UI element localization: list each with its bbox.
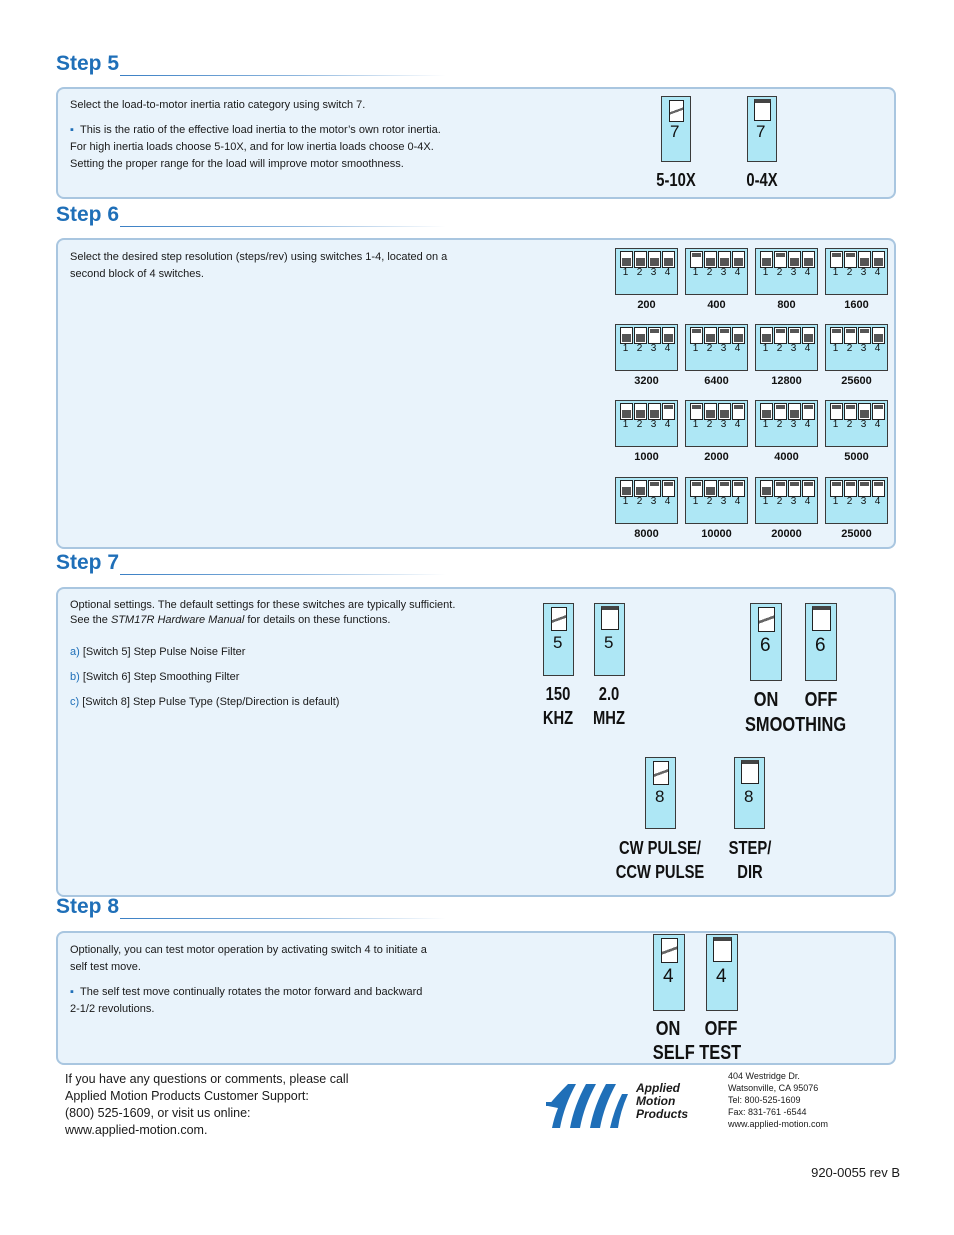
- dip-position-numbers: [686, 267, 747, 278]
- dip-lever-icon: [872, 403, 885, 420]
- dip-position-number: 1: [762, 343, 769, 354]
- label-line2: MHZ: [593, 708, 625, 728]
- dip-position-number: 3: [650, 343, 657, 354]
- label-smoothing-on: ON: [753, 689, 779, 711]
- dip-lever-icon: [774, 251, 787, 268]
- switch-8-step-dir: [734, 757, 765, 829]
- resolution-label: 10000: [701, 528, 732, 540]
- dip-position-numbers: [826, 496, 887, 507]
- dip-lever-icon: [704, 251, 717, 268]
- dip-switch-block: [755, 324, 818, 371]
- dip-position-number: 3: [860, 419, 867, 430]
- resolution-label: 8000: [634, 528, 659, 540]
- resolution-label: 25600: [841, 375, 872, 387]
- label-line1: STEP/: [728, 838, 772, 858]
- dip-lever-icon: [788, 403, 801, 420]
- label-smoothing-off: OFF: [804, 689, 838, 711]
- dip-position-numbers: [686, 419, 747, 430]
- dip-position-number: 2: [706, 419, 713, 430]
- dip-position-number: 3: [720, 343, 727, 354]
- step6-line2: second block of 4 switches.: [70, 268, 204, 280]
- dip-lever-icon: [788, 480, 801, 497]
- switch-number: 8: [655, 787, 665, 806]
- step8-text: [70, 942, 540, 1018]
- dip-position-number: 3: [650, 419, 657, 430]
- dip-position-number: 1: [622, 267, 629, 278]
- dip-position-numbers: [756, 267, 817, 278]
- logo-line: Products: [636, 1107, 689, 1121]
- dip-lever-icon: [802, 251, 815, 268]
- lever-icon: [812, 606, 831, 631]
- dip-lever-icon: [760, 327, 773, 344]
- dip-lever-icon: [788, 251, 801, 268]
- dip-lever-icon: [718, 403, 731, 420]
- step7-line1: Optional settings. The default settings for these switches are typically sufficient.: [70, 599, 456, 611]
- dip-position-number: 4: [874, 496, 881, 507]
- label-step-dir: [722, 836, 778, 884]
- dip-lever-icon: [802, 327, 815, 344]
- dip-lever-icon: [858, 480, 871, 497]
- dip-position-number: 1: [832, 496, 839, 507]
- resolution-label: 2000: [704, 451, 729, 463]
- resolution-label: 800: [777, 299, 796, 311]
- step5-title: Step 5: [56, 52, 120, 75]
- step8-line2: self test move.: [70, 961, 141, 973]
- dip-position-numbers: [756, 496, 817, 507]
- dip-position-number: 3: [860, 496, 867, 507]
- item-a-marker: a): [70, 646, 80, 658]
- dip-switch-block: [755, 248, 818, 295]
- logo-line: Motion: [636, 1094, 676, 1108]
- dip-position-number: 4: [734, 343, 741, 354]
- dip-lever-icon: [690, 480, 703, 497]
- dip-position-number: 4: [874, 343, 881, 354]
- dip-position-number: 3: [790, 419, 797, 430]
- resolution-label: 20000: [771, 528, 802, 540]
- dip-switch-block: [685, 248, 748, 295]
- dip-position-number: 2: [776, 496, 783, 507]
- dip-lever-icon: [760, 251, 773, 268]
- dip-position-numbers: [756, 343, 817, 354]
- dip-position-number: 3: [650, 267, 657, 278]
- dip-lever-icon: [648, 327, 661, 344]
- dip-lever-icon: [774, 327, 787, 344]
- dip-lever-icon: [732, 403, 745, 420]
- contact-line: Applied Motion Products Customer Support:: [65, 1089, 309, 1103]
- dip-position-number: 2: [706, 267, 713, 278]
- dip-lever-icon: [648, 403, 661, 420]
- label-selftest-off: OFF: [704, 1018, 738, 1040]
- dip-lever-icon: [634, 327, 647, 344]
- lever-icon: [741, 760, 759, 784]
- resolution-label: 1000: [634, 451, 659, 463]
- dip-position-number: 2: [776, 267, 783, 278]
- dip-position-number: 2: [706, 496, 713, 507]
- dip-lever-icon: [718, 480, 731, 497]
- switch-number: 5: [604, 633, 614, 652]
- dip-switch-block: [615, 324, 678, 371]
- dip-lever-icon: [690, 403, 703, 420]
- lever-icon: [669, 100, 684, 122]
- item-a-text: [Switch 5] Step Pulse Noise Filter: [82, 646, 246, 658]
- dip-lever-icon: [732, 480, 745, 497]
- switch-number: 7: [670, 122, 680, 141]
- label-line2: KHZ: [542, 708, 574, 728]
- dip-lever-icon: [844, 251, 857, 268]
- dip-position-number: 2: [636, 343, 643, 354]
- dip-lever-icon: [788, 327, 801, 344]
- dip-lever-icon: [648, 480, 661, 497]
- switch-8-cw-pulse: [645, 757, 676, 829]
- lever-icon: [601, 606, 619, 630]
- step8-bullet-text: The self test move continually rotates the motor forward and backward: [80, 986, 423, 998]
- dip-lever-icon: [690, 327, 703, 344]
- dip-position-number: 1: [762, 496, 769, 507]
- dip-lever-icon: [844, 327, 857, 344]
- label-5-10x: 5-10X: [656, 170, 696, 190]
- dip-position-numbers: [686, 343, 747, 354]
- dip-position-number: 1: [832, 267, 839, 278]
- dip-position-number: 1: [832, 419, 839, 430]
- applied-motion-logo: [546, 1076, 706, 1134]
- dip-position-number: 1: [622, 496, 629, 507]
- logo-mark-icon: [546, 1076, 636, 1134]
- dip-position-number: 2: [846, 343, 853, 354]
- dip-position-number: 4: [664, 343, 671, 354]
- dip-position-number: 1: [762, 419, 769, 430]
- resolution-label: 400: [707, 299, 726, 311]
- dip-lever-icon: [620, 251, 633, 268]
- dip-position-number: 3: [720, 267, 727, 278]
- lever-icon: [653, 761, 669, 785]
- dip-switch-block: [685, 477, 748, 524]
- label-line2: CCW PULSE: [615, 862, 705, 882]
- dip-position-number: 1: [622, 343, 629, 354]
- dip-switch-block: [825, 400, 888, 447]
- dip-lever-icon: [830, 327, 843, 344]
- dip-position-numbers: [826, 419, 887, 430]
- bullet-icon: ▪: [70, 124, 74, 136]
- dip-position-number: 4: [804, 267, 811, 278]
- step5-rule: [120, 75, 446, 76]
- dip-lever-icon: [872, 251, 885, 268]
- address-line: Tel: 800-525-1609: [728, 1095, 801, 1105]
- dip-position-numbers: [616, 419, 677, 430]
- address-line: 404 Westridge Dr.: [728, 1071, 800, 1081]
- dip-position-number: 3: [790, 267, 797, 278]
- switch-7-5-10x: [661, 96, 691, 162]
- dip-lever-icon: [858, 251, 871, 268]
- step8-panel: [56, 931, 896, 1065]
- step5-line1: Select the load-to-motor inertia ratio category using switch 7.: [70, 99, 366, 111]
- dip-lever-icon: [872, 480, 885, 497]
- resolution-label: 5000: [844, 451, 869, 463]
- address-line: www.applied-motion.com: [728, 1119, 829, 1129]
- dip-lever-icon: [662, 403, 675, 420]
- dip-position-numbers: [616, 267, 677, 278]
- dip-position-number: 4: [734, 496, 741, 507]
- dip-switch-block: [825, 324, 888, 371]
- step8-rule: [120, 918, 446, 919]
- lever-icon: [758, 607, 775, 632]
- dip-lever-icon: [760, 403, 773, 420]
- dip-switch-block: [755, 400, 818, 447]
- step5-line4: Setting the proper range for the load will improve motor smoothness.: [70, 158, 404, 170]
- dip-lever-icon: [634, 480, 647, 497]
- dip-position-numbers: [616, 496, 677, 507]
- dip-lever-icon: [830, 251, 843, 268]
- dip-lever-icon: [830, 403, 843, 420]
- dip-lever-icon: [634, 403, 647, 420]
- dip-position-number: 1: [762, 267, 769, 278]
- step8-line4: 2-1/2 revolutions.: [70, 1003, 155, 1015]
- dip-position-number: 2: [776, 343, 783, 354]
- dip-lever-icon: [718, 251, 731, 268]
- switch-number: 6: [815, 635, 826, 656]
- dip-position-number: 2: [846, 419, 853, 430]
- item-c-marker: c): [70, 696, 80, 708]
- bullet-icon: ▪: [70, 986, 74, 998]
- dip-lever-icon: [858, 327, 871, 344]
- dip-position-number: 3: [860, 267, 867, 278]
- dip-position-number: 1: [692, 267, 699, 278]
- address-line: Fax: 831-761 -6544: [728, 1107, 807, 1117]
- dip-lever-icon: [648, 251, 661, 268]
- step8-title: Step 8: [56, 895, 120, 918]
- dip-position-number: 2: [636, 267, 643, 278]
- dip-lever-icon: [662, 480, 675, 497]
- switch-6-on: [750, 603, 782, 681]
- step6-heading: [56, 205, 446, 229]
- dip-position-number: 4: [734, 419, 741, 430]
- label-2mhz: [584, 682, 633, 730]
- step7-rule: [120, 574, 446, 575]
- resolution-label: 200: [637, 299, 656, 311]
- dip-position-number: 4: [664, 496, 671, 507]
- resolution-label: 25000: [841, 528, 872, 540]
- step7-heading: [56, 553, 446, 577]
- label-0-4x: 0-4X: [746, 170, 778, 190]
- dip-position-number: 1: [692, 419, 699, 430]
- step6-line1: Select the desired step resolution (steps/rev) using switches 1-4, located on a: [70, 251, 448, 263]
- dip-position-number: 3: [860, 343, 867, 354]
- switch-number: 7: [756, 122, 766, 141]
- resolution-label: 4000: [774, 451, 799, 463]
- dip-position-number: 3: [650, 496, 657, 507]
- step8-line1: Optionally, you can test motor operation by activating switch 4 to initiate a: [70, 944, 427, 956]
- dip-lever-icon: [872, 327, 885, 344]
- item-c-text: [Switch 8] Step Pulse Type (Step/Direction is default): [82, 696, 340, 708]
- step7-line2-post: for details on these functions.: [244, 614, 391, 626]
- dip-switch-block: [755, 477, 818, 524]
- label-selftest-on: ON: [655, 1018, 681, 1040]
- dip-position-number: 3: [720, 419, 727, 430]
- item-b-text: [Switch 6] Step Smoothing Filter: [82, 671, 240, 683]
- dip-position-number: 2: [636, 496, 643, 507]
- dip-position-number: 4: [804, 419, 811, 430]
- item-b-marker: b): [70, 671, 80, 683]
- lever-icon: [661, 938, 678, 963]
- switch-number: 5: [553, 633, 563, 652]
- step7-line2-pre: See the: [70, 614, 111, 626]
- resolution-label: 3200: [634, 375, 659, 387]
- label-line2: DIR: [737, 862, 763, 882]
- dip-position-number: 4: [664, 419, 671, 430]
- lever-icon: [551, 607, 567, 631]
- dip-position-number: 2: [846, 496, 853, 507]
- switch-number: 4: [663, 966, 674, 987]
- dip-position-number: 4: [874, 267, 881, 278]
- label-line1: 2.0: [598, 684, 620, 704]
- lever-icon: [713, 937, 732, 962]
- step5-bullet-text: This is the ratio of the effective load inertia to the motor’s own rotor inertia.: [80, 124, 441, 136]
- dip-switch-block: [685, 400, 748, 447]
- dip-position-number: 3: [720, 496, 727, 507]
- dip-position-number: 3: [790, 496, 797, 507]
- dip-lever-icon: [718, 327, 731, 344]
- step8-heading: [56, 897, 446, 921]
- dip-position-number: 4: [734, 267, 741, 278]
- dip-lever-icon: [830, 480, 843, 497]
- contact-line: If you have any questions or comments, please call: [65, 1072, 349, 1086]
- dip-switch-block: [825, 477, 888, 524]
- dip-switch-block: [615, 248, 678, 295]
- dip-lever-icon: [774, 403, 787, 420]
- dip-lever-icon: [620, 327, 633, 344]
- dip-position-number: 2: [776, 419, 783, 430]
- dip-lever-icon: [690, 251, 703, 268]
- dip-position-number: 2: [636, 419, 643, 430]
- dip-lever-icon: [634, 251, 647, 268]
- logo-wordmark: [636, 1082, 688, 1121]
- switch-4-on: [653, 934, 685, 1011]
- dip-position-number: 2: [846, 267, 853, 278]
- dip-position-number: 4: [804, 496, 811, 507]
- resolution-label: 6400: [704, 375, 729, 387]
- switch-number: 8: [744, 787, 754, 806]
- dip-lever-icon: [620, 480, 633, 497]
- dip-lever-icon: [760, 480, 773, 497]
- switch-4-off: [706, 934, 738, 1011]
- logo-line: Applied: [636, 1081, 680, 1095]
- dip-position-number: 4: [664, 267, 671, 278]
- dip-lever-icon: [844, 403, 857, 420]
- company-address: [728, 1070, 878, 1130]
- dip-switch-block: [615, 477, 678, 524]
- contact-line: (800) 525-1609, or visit us online:: [65, 1106, 251, 1120]
- smoothing-caption: SMOOTHING: [744, 714, 847, 736]
- dip-position-numbers: [686, 496, 747, 507]
- label-line1: 150: [545, 684, 571, 704]
- step7-text: [70, 598, 540, 710]
- dip-position-number: 4: [804, 343, 811, 354]
- switch-7-0-4x: [747, 96, 777, 162]
- step7-title: Step 7: [56, 551, 120, 574]
- dip-switch-block: [825, 248, 888, 295]
- dip-lever-icon: [844, 480, 857, 497]
- resolution-label: 1600: [844, 299, 869, 311]
- switch-number: 6: [760, 635, 771, 656]
- dip-position-numbers: [616, 343, 677, 354]
- step6-text: [70, 249, 540, 283]
- dip-switch-block: [615, 400, 678, 447]
- dip-position-number: 1: [622, 419, 629, 430]
- lever-icon: [754, 99, 771, 121]
- dip-lever-icon: [620, 403, 633, 420]
- dip-position-numbers: [756, 419, 817, 430]
- dip-lever-icon: [662, 327, 675, 344]
- step5-line3: For high inertia loads choose 5-10X, and for low inertia loads choose 0-4X.: [70, 141, 434, 153]
- dip-lever-icon: [774, 480, 787, 497]
- step5-heading: [56, 54, 446, 78]
- switch-number: 4: [716, 966, 727, 987]
- contact-text: [65, 1071, 395, 1139]
- contact-line: www.applied-motion.com.: [65, 1123, 208, 1137]
- dip-lever-icon: [732, 327, 745, 344]
- switch-5-2mhz: [594, 603, 625, 676]
- switch-6-off: [805, 603, 837, 681]
- dip-lever-icon: [704, 480, 717, 497]
- dip-lever-icon: [802, 403, 815, 420]
- address-line: Watsonville, CA 95076: [728, 1083, 819, 1093]
- dip-position-number: 4: [874, 419, 881, 430]
- resolution-label: 12800: [771, 375, 802, 387]
- dip-lever-icon: [802, 480, 815, 497]
- dip-lever-icon: [704, 403, 717, 420]
- dip-switch-block: [685, 324, 748, 371]
- dip-position-number: 1: [832, 343, 839, 354]
- step6-rule: [120, 226, 446, 227]
- label-150khz: [533, 682, 582, 730]
- selftest-caption: SELF TEST: [652, 1042, 742, 1064]
- dip-lever-icon: [858, 403, 871, 420]
- dip-lever-icon: [732, 251, 745, 268]
- doc-number: 920-0055 rev B: [811, 1165, 900, 1180]
- dip-position-number: 1: [692, 496, 699, 507]
- dip-position-numbers: [826, 343, 887, 354]
- switch-5-150khz: [543, 603, 574, 676]
- dip-lever-icon: [662, 251, 675, 268]
- label-line1: CW PULSE/: [618, 838, 701, 858]
- dip-position-numbers: [826, 267, 887, 278]
- dip-position-number: 2: [706, 343, 713, 354]
- manual-title: STM17R Hardware Manual: [110, 614, 245, 626]
- dip-position-number: 3: [790, 343, 797, 354]
- dip-lever-icon: [704, 327, 717, 344]
- step5-text: [70, 97, 540, 173]
- dip-position-number: 1: [692, 343, 699, 354]
- label-cw-pulse: [608, 836, 713, 884]
- step6-title: Step 6: [56, 203, 120, 226]
